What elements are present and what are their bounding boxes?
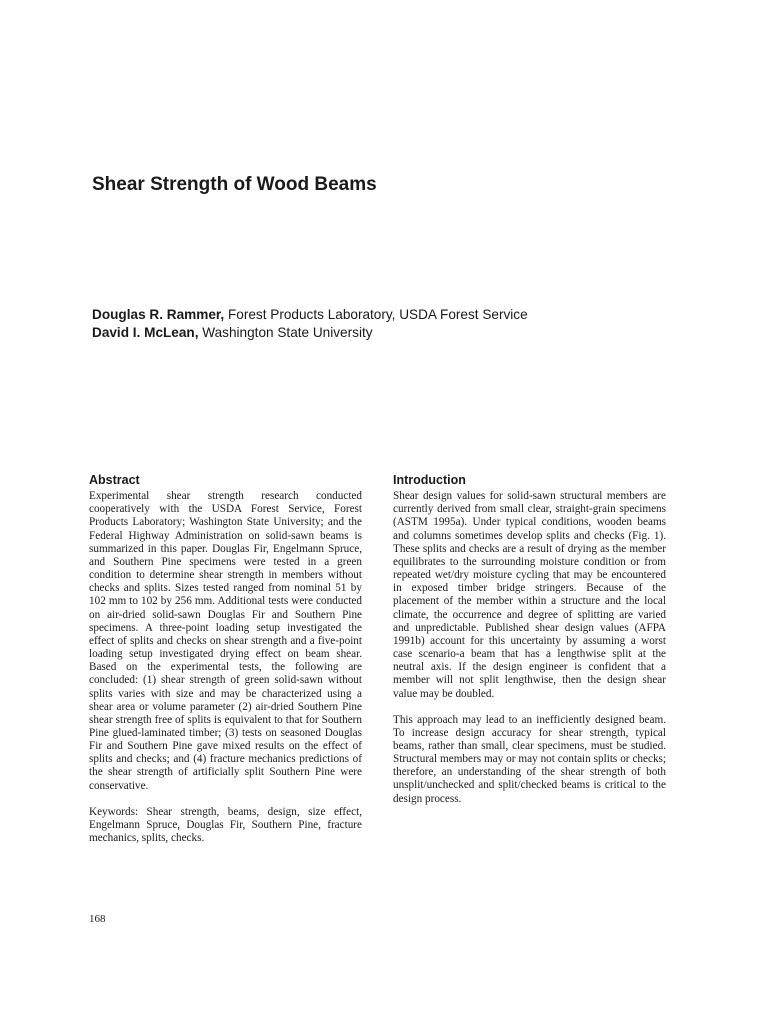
author-line (92, 306, 528, 324)
author-name: Douglas R. Rammer, (92, 307, 225, 322)
paper-title: Shear Strength of Wood Beams (92, 174, 377, 195)
author-line (92, 324, 528, 342)
introduction-heading: Introduction (393, 473, 466, 487)
introduction-column (393, 474, 666, 806)
author-name: David I. McLean, (92, 324, 199, 340)
abstract-text: Experimental shear strength research conducted cooperatively with the USDA Forest Service, Forest Products Laboratory; Washington State University; and the Federal Highway Administration on solid-sawn beams is summarized in this paper. Douglas Fir, Engelmann Spruce, and Southern Pine specimens were tested in a green condition to determine shear strength in members without checks and splits. Sizes tested ranged from nominal 51 by 102 mm to 102 by 256 mm. Additional tests were conducted on air-dried solid-sawn Douglas Fir and Southern Pine specimens. A three-point loading setup investigated the effect of splits and checks on shear strength and a five-point loading setup investigated drying effect on beam shear. Based on the experimental tests, the following are concluded: (1) shear strength of green solid-sawn without splits varies with size and may be characterized using a shear area or volume parameter (2) air-dried Southern Pine shear strength free of splits is equivalent to that for Southern Pine glued-laminated timber; (3) tests on seasoned Douglas Fir and Southern Pine gave mixed results on the effect of splits and checks; and (4) fracture mechanics predictions of the shear strength of artificially split Southern Pine were conservative. (89, 490, 362, 792)
author-affiliation: Washington State University (198, 324, 373, 340)
author-affiliation: Forest Products Laboratory, USDA Forest Service (224, 307, 528, 322)
page-number: 168 (89, 913, 106, 925)
introduction-paragraph: This approach may lead to an inefficiently designed beam. To increase design accuracy for shear strength, typical beams, rather than small, clear specimens, must be studied. Structural members may or may not contain splits or checks; therefore, an understanding of the shear strength of both unsplit/unchecked and split/checked beams is critical to the design process. (393, 713, 666, 805)
abstract-column (89, 474, 362, 845)
author-block (92, 306, 528, 341)
abstract-heading: Abstract (89, 473, 140, 487)
introduction-paragraph: Shear design values for solid-sawn structural members are currently derived from small clear, straight-grain specimens (ASTM 1995a). Under typical conditions, wooden beams and columns sometimes develop splits and checks (Fig. 1). These splits and checks are a result of drying as the member equilibrates to the surrounding moisture condition or from repeated wet/dry moisture cycling that may be encountered in exposed timber bridge stringers. Because of the placement of the member within a structure and the local climate, the occurrence and degree of splitting are varied and unpredictable. Published shear design values (AFPA 1991b) account for this uncertainty by assuming a worst case scenario-a beam that has a lengthwise split at the neutral axis. If the design engineer is confident that a member will not split lengthwise, then the design shear value may be doubled. (393, 490, 666, 700)
keywords-text: Keywords: Shear strength, beams, design, size effect, Engelmann Spruce, Douglas Fir, Southern Pine, fracture mechanics, splits, checks. (89, 805, 362, 845)
